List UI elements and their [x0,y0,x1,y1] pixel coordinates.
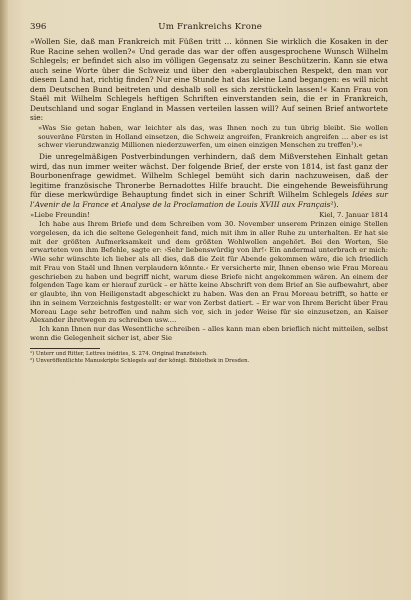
footnote-1: ¹) Unterr und Ritter, Lettres inédites, S. 274. Original französisch. [30,350,208,357]
letter-salutation: »Liebe Freundin! [30,211,90,220]
letter-header [30,211,388,220]
block-quote [30,124,388,150]
page-number: 396 [30,22,47,32]
letter-place-date: Kiel, 7. Januar 1814 [319,211,388,220]
quote-text: »Was Sie getan haben, war leichter als das, was Ihnen noch zu tun übrig bleibt. Sie wollen souveräne Fürsten in Holland einsetzen, die Schweiz angreifen, Frankreich angreifen … aber es ist schwer vierundzwanzig Millionen niederzuwerfen, um einen einzigen Menschen zu treffen¹).« [38,123,388,150]
book-spine-shadow [0,0,8,600]
paragraph-1: »Wollen Sie, daß man Frankreich mit Füßen tritt … können Sie wirklich die Kosaken in der Rue Racine sehen wollen?« Und gerade das war der offen ausgesprochene Wunsch Wilhelm Schlegels; er befindet sich also im völligen Gegensatz zu seiner Beschützerin. Kann sie etwa auch seine Worte über die Schweiz und über den »aberglaubischen Respekt, den man vor diesem Land hat, richtig finden? Nur eine Stunde hat das kleine Land begangen: es will nicht dem Deutschen Bund beitreten und deshalb soll es sich zerstückeln lassen!« Kann Frau von Staël mit Wilhelm Schlegels heftigen Schriften einverstanden sein, die er in Frankreich, Deutschland und sogar England in Massen verteilen lassen will? Auf seinen Brief antwortete sie: [30,37,388,123]
letter [30,211,388,342]
running-head [30,22,388,32]
paragraph-2: Die unregelmäßigen Postverbindungen verhindern, daß dem Mißverstehen Einhalt getan wird, das nun immer weiter wächst. Der folgende Brief, der erste von 1814, ist fast ganz der Bourbonenfrage gewidmet. Wilhelm Schlegel bemüht sich darin nachzuweisen, daß der legitime französische Thronerbe Bernadottes Hilfe braucht. Die eingehende Beweisführung für diese merkwürdige Behauptung findet sich in einer Schrift Wilhelm Schlegels Idées sur l’Avenir de la France et Analyse de la Proclamation de Louis XVIII aux Français²). [30,152,388,209]
main-text [30,37,388,123]
letter-paragraph-1: Ich habe aus Ihrem Briefe und dem Schreiben vom 30. November unserem Prinzen einige Stellen vorgelesen, da ich die seltene Gelegenheit fand, mich mit ihm in aller Ruhe zu unterhalten. Er hat sie mit der größten Aufmerksamkeit und dem größten Wohlwollen angehört. Bei den Worten, Sie erwarteten von ihm Befehle, sagte er: ›Sehr liebenswürdig von ihr!‹ Ein andermal unterbrach er mich: ›Wie sehr wünschte ich lieber als all dies, daß die Zeit für Abende gekommen wäre, die ich friedlich mit Frau von Staël und Ihnen verplaudern könnte.‹ Er versicherte mir, Ihnen ebenso wie Frau Moreau geschrieben zu haben und begriff nicht, warum diese Briefe nicht angekommen wären. An einem der folgenden Tage kam er hierauf zurück – er hätte keine Abschrift von dem Brief an Sie aufbewahrt, aber er glaubte, ihn von Heiligenstadt abgeschickt zu haben. Was den an Frau Moreau betrifft, so hatte er ihn in seinem Verzeichnis festgestellt: er war von Zerbst datiert. – Er war von Ihrem Bericht über Frau Moreau Lage sehr betroffen und nahm sich vor, sich in jeder Weise für sie einzusetzen, an Kaiser Alexander ihretwegen zu schreiben usw.… [30,220,388,325]
footnotes [30,351,388,365]
book-title: Idées sur l’Avenir de la France et Analyse de la Proclamation de Louis XVIII aux Français [30,190,388,209]
footnote-rule [30,348,100,349]
letter-paragraph-2: Ich kann Ihnen nur das Wesentliche schreiben – alles kann man eben brieflich nicht mitteilen, selbst wenn die Gelegenheit sicher ist, aber Sie [30,325,388,342]
running-title: Um Frankreichs Krone [158,22,263,32]
footnote-2: ²) Unveröffentlichte Manuskripte Schlegels auf der königl. Bibliothek in Dresden. [30,357,250,364]
